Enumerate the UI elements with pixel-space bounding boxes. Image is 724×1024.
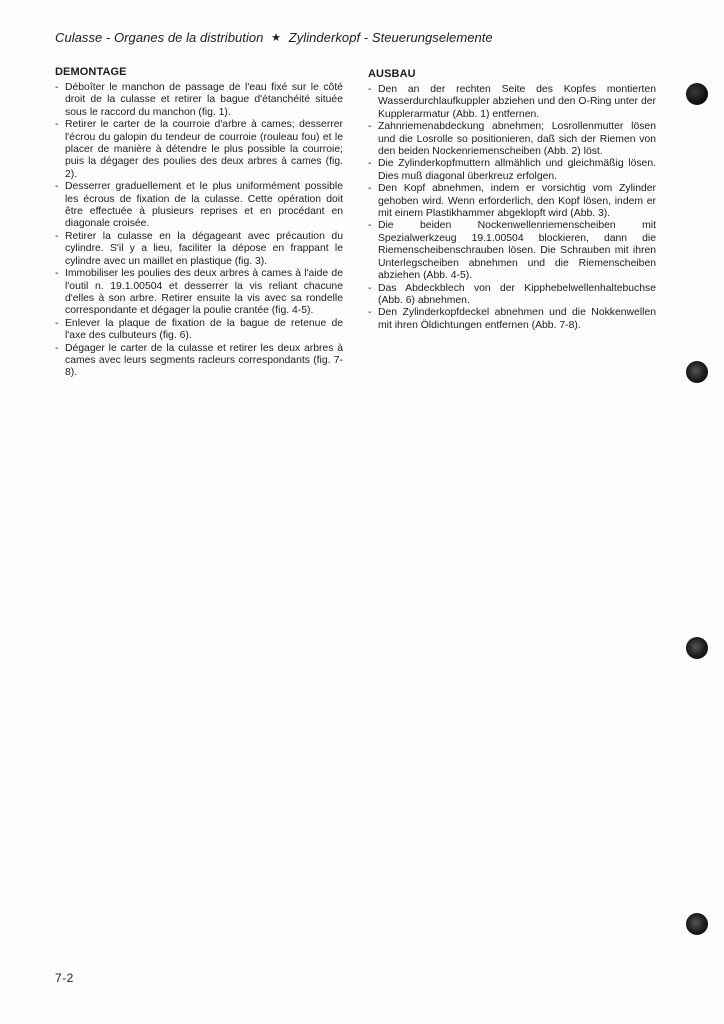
french-step-6: - Enlever la plaque de fixation de la bague de retenue de l'axe des culbuteurs (fig. 6). xyxy=(55,318,343,343)
french-step-5: - Immobiliser les poulies des deux arbres à cames à l'aide de l'outil n. 19.1.00504 et desserrer la vis reliant chacune d'elles à son arbre. Retirer ensuite la vis avec sa rondelle correspondante et dégager la poulie crantée (fig. 4-5). xyxy=(55,268,343,318)
french-steps-list xyxy=(55,82,343,380)
german-column xyxy=(368,66,656,332)
header-french-title: Culasse - Organes de la distribution xyxy=(55,30,264,45)
header-german-title: Zylinderkopf - Steuerungselemente xyxy=(288,30,493,45)
binder-hole-4 xyxy=(686,913,708,935)
page-number: 7-2 xyxy=(55,971,74,985)
german-step-5: - Die beiden Nockenwellenriemenscheiben mit Spezialwerkzeug 19.1.00504 blockieren, dann die Riemenscheibenschrauben lösen. Die Schrauben mit ihren Unterlegscheiben abnehmen und die Riemenscheiben abziehen (Abb. 4-5). xyxy=(368,220,656,282)
german-step-6: - Das Abdeckblech von der Kipphebelwellenhaltebuchse (Abb. 6) abnehmen. xyxy=(368,283,656,308)
binder-hole-1 xyxy=(686,83,708,105)
german-step-3: - Die Zylinderkopfmuttern allmählich und gleichmäßig lösen. Dies muß diagonal überkreuz erfolgen. xyxy=(368,158,656,183)
binder-hole-2 xyxy=(686,361,708,383)
german-steps-list xyxy=(368,84,656,332)
german-section-title: AUSBAU xyxy=(368,68,416,80)
french-section-title: DEMONTAGE xyxy=(55,66,127,78)
german-step-7: - Den Zylinderkopfdeckel abnehmen und die Nokkenwellen mit ihren Öldichtungen entfernen (Abb. 7-8). xyxy=(368,307,656,332)
header-star-separator: ★ xyxy=(271,32,282,44)
french-step-4: - Retirer la culasse en la dégageant avec précaution du cylindre. S'il y a lieu, faciliter la dépose en frappant le cylindre avec un maillet en plastique (fig. 3). xyxy=(55,231,343,268)
french-step-7: - Dégager le carter de la culasse et retirer les deux arbres à cames avec leurs segments racleurs correspondants (fig. 7-8). xyxy=(55,343,343,380)
german-step-1: - Den an der rechten Seite des Kopfes montierten Wasserdurchlaufkuppler abziehen und den O-Ring unter der Kupplerarmatur (Abb. 1) entfernen. xyxy=(368,84,656,121)
french-step-2: - Retirer le carter de la courroie d'arbre à cames; desserrer l'écrou du galopin du tendeur de courroie (rouleau fou) et le placer de manière à détendre le plus possible la courroie; puis la dégager des poulies des deux arbres à cames (fig. 2). xyxy=(55,119,343,181)
french-step-3: - Desserrer graduellement et le plus uniformément possible les écrous de fixation de la culasse. Cette opération doit être effectuée à plusieurs reprises et en procédant en diagonale croisée. xyxy=(55,181,343,231)
page-header xyxy=(55,30,675,45)
binder-hole-3 xyxy=(686,637,708,659)
french-column xyxy=(55,66,343,380)
german-step-2: - Zahnriemenabdeckung abnehmen; Losrollenmutter lösen und die Losrolle so positionieren, daß sich der Riemen von den beiden Nockenriemenscheiben (Abb. 2) löst. xyxy=(368,121,656,158)
german-step-4: - Den Kopf abnehmen, indem er vorsichtig vom Zylinder gehoben wird. Wenn erforderlich, den Kopf lösen, indem er mit einem Plastikhammer abgeklopft wird (Abb. 3). xyxy=(368,183,656,220)
french-step-1: - Déboîter le manchon de passage de l'eau fixé sur le côté droit de la culasse et retirer la bague d'étanchéité située sous le raccord du manchon (fig. 1). xyxy=(55,82,343,119)
